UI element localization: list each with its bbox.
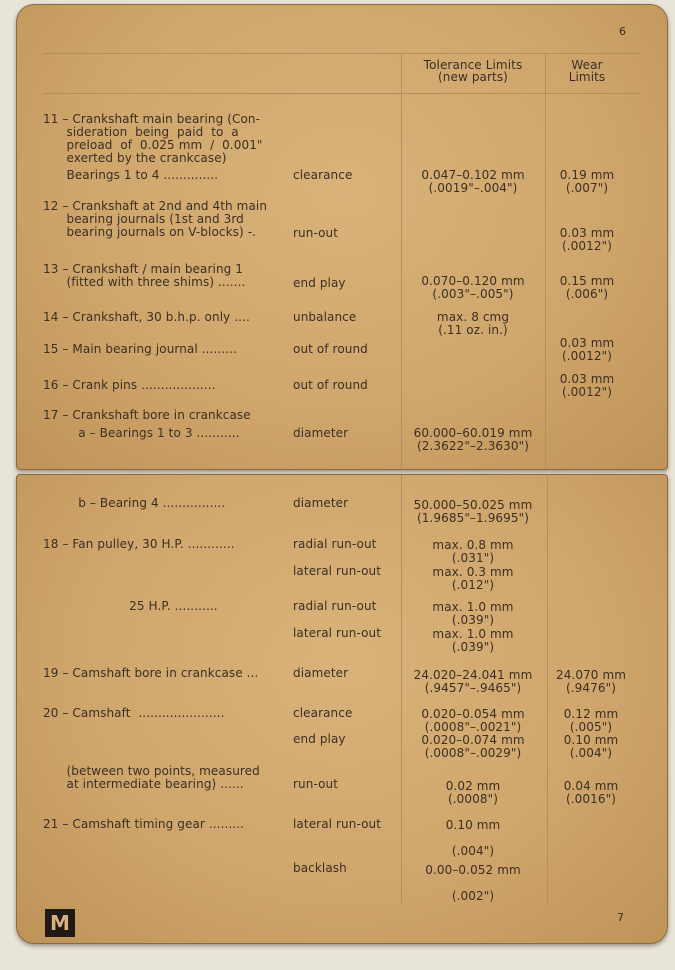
spec-row-18-check: radial run-out [293, 537, 377, 551]
spec-row-14-desc: 14 – Crankshaft, 30 b.h.p. only .... [43, 310, 250, 324]
spec-row-11-desc: 11 – Crankshaft main bearing (Con- sideration being paid to a preload of 0.025 mm / 0.001" exerted by the crankcase) [43, 112, 263, 165]
spec-row-17a-check: diameter [293, 426, 349, 440]
spec-row-20-runout-desc: (between two points, measured at intermediate bearing) ...... [66, 764, 260, 791]
header-rule [43, 53, 641, 54]
spec-row-20-endplay-wear: 0.10 mm (.004") [563, 733, 619, 760]
column-divider-wear [547, 475, 548, 903]
spec-row-20-check: clearance [293, 706, 353, 720]
page-number-top: 6 [619, 25, 627, 38]
spec-row-17b-desc: b – Bearing 4 ................ [43, 496, 226, 510]
spec-row-21-desc: 21 – Camshaft timing gear ......... [43, 817, 245, 831]
column-divider-tolerance [401, 475, 402, 903]
spec-row-18-25hp-lateral-check: lateral run-out [293, 626, 382, 640]
spec-row-20-desc: 20 – Camshaft ...................... [43, 706, 225, 720]
spec-row-11-check: clearance [293, 168, 353, 182]
spec-row-11-bearings-desc: Bearings 1 to 4 .............. [43, 168, 219, 182]
spec-row-13-desc: 13 – Crankshaft / main bearing 1 (fitted with three shims) ....... [43, 262, 246, 289]
spec-row-18-25hp-check: radial run-out [293, 599, 377, 613]
spec-row-17b-check: diameter [293, 496, 349, 510]
header-wear-limits: Wear Limits [568, 58, 606, 84]
spec-row-18-25hp-tolerance: max. 1.0 mm (.039") [432, 600, 514, 627]
spec-row-21-check: lateral run-out [293, 817, 382, 831]
spec-row-16-wear: 0.03 mm (.0012") [559, 372, 615, 399]
spec-row-12-check: run-out [293, 226, 339, 240]
spec-row-12-wear: 0.03 mm (.0012") [559, 226, 615, 253]
spec-row-18-25hp-lateral-tolerance: max. 1.0 mm (.039") [432, 627, 514, 654]
spec-row-18-desc: 18 – Fan pulley, 30 H.P. ............ [43, 537, 235, 551]
spec-row-13-check: end play [293, 276, 346, 290]
spec-row-20-runout-tolerance: 0.02 mm (.0008") [445, 779, 501, 806]
spec-row-19-check: diameter [293, 666, 349, 680]
spec-row-13-wear: 0.15 mm (.006") [559, 274, 615, 301]
spec-row-20-runout-check: run-out [293, 777, 339, 791]
spec-row-21-backlash-tolerance: 0.00–0.052 mm (.002") [425, 863, 521, 903]
spec-row-17a-desc: a – Bearings 1 to 3 ........... [43, 426, 240, 440]
spec-row-19-tolerance: 24.020–24.041 mm (.9457"–.9465") [413, 668, 533, 695]
spec-row-17a-tolerance: 60.000–60.019 mm (2.3622"–2.3630") [413, 426, 533, 453]
page-number-bottom: 7 [617, 911, 625, 924]
spec-row-14-check: unbalance [293, 310, 357, 324]
spec-row-17-desc: 17 – Crankshaft bore in crankcase [43, 408, 251, 422]
spec-row-16-desc: 16 – Crank pins ................... [43, 378, 216, 392]
spec-row-19-wear: 24.070 mm (.9476") [555, 668, 627, 695]
spec-row-15-desc: 15 – Main bearing journal ......... [43, 342, 237, 356]
spec-row-21-tolerance: 0.10 mm (.004") [445, 818, 501, 858]
spec-row-11-wear: 0.19 mm (.007") [559, 168, 615, 195]
spec-row-20-wear: 0.12 mm (.005") [563, 707, 619, 734]
spec-row-17b-tolerance: 50.000–50.025 mm (1.9685"–1.9695") [413, 498, 533, 525]
spec-row-14-tolerance: max. 8 cmg (.11 oz. in.) [436, 310, 510, 337]
publisher-logo: M [45, 909, 75, 937]
header-rule-bottom [43, 93, 641, 94]
spec-row-18-25hp-desc: 25 H.P. ........... [43, 599, 218, 613]
spec-row-19-desc: 19 – Camshaft bore in crankcase ... [43, 666, 259, 680]
spec-row-20-runout-wear: 0.04 mm (.0016") [563, 779, 619, 806]
spec-row-15-check: out of round [293, 342, 368, 356]
spec-row-20-tolerance: 0.020–0.054 mm (.0008"–.0021") [421, 707, 525, 734]
spec-row-12-desc: 12 – Crankshaft at 2nd and 4th main bearing journals (1st and 3rd bearing journals on V-blocks) -. [43, 199, 268, 239]
spec-row-15-wear: 0.03 mm (.0012") [559, 336, 615, 363]
header-tolerance-limits: Tolerance Limits (new parts) [423, 58, 523, 84]
spec-row-18-lateral-check: lateral run-out [293, 564, 382, 578]
spec-row-18-lateral-tolerance: max. 0.3 mm (.012") [432, 565, 514, 592]
spec-row-20-endplay-check: end play [293, 732, 346, 746]
page-top [16, 4, 668, 470]
page-bottom [16, 474, 668, 944]
spec-row-16-check: out of round [293, 378, 368, 392]
spec-row-20-endplay-tolerance: 0.020–0.074 mm (.0008"–.0029") [421, 733, 525, 760]
spec-row-13-tolerance: 0.070–0.120 mm (.003"–.005") [421, 274, 525, 301]
column-divider-wear [545, 53, 546, 470]
spec-row-21-backlash-check: backlash [293, 861, 347, 875]
column-divider-tolerance [401, 53, 402, 470]
spec-row-11-tolerance: 0.047–0.102 mm (.0019"–.004") [421, 168, 525, 195]
spec-row-18-tolerance: max. 0.8 mm (.031") [432, 538, 514, 565]
